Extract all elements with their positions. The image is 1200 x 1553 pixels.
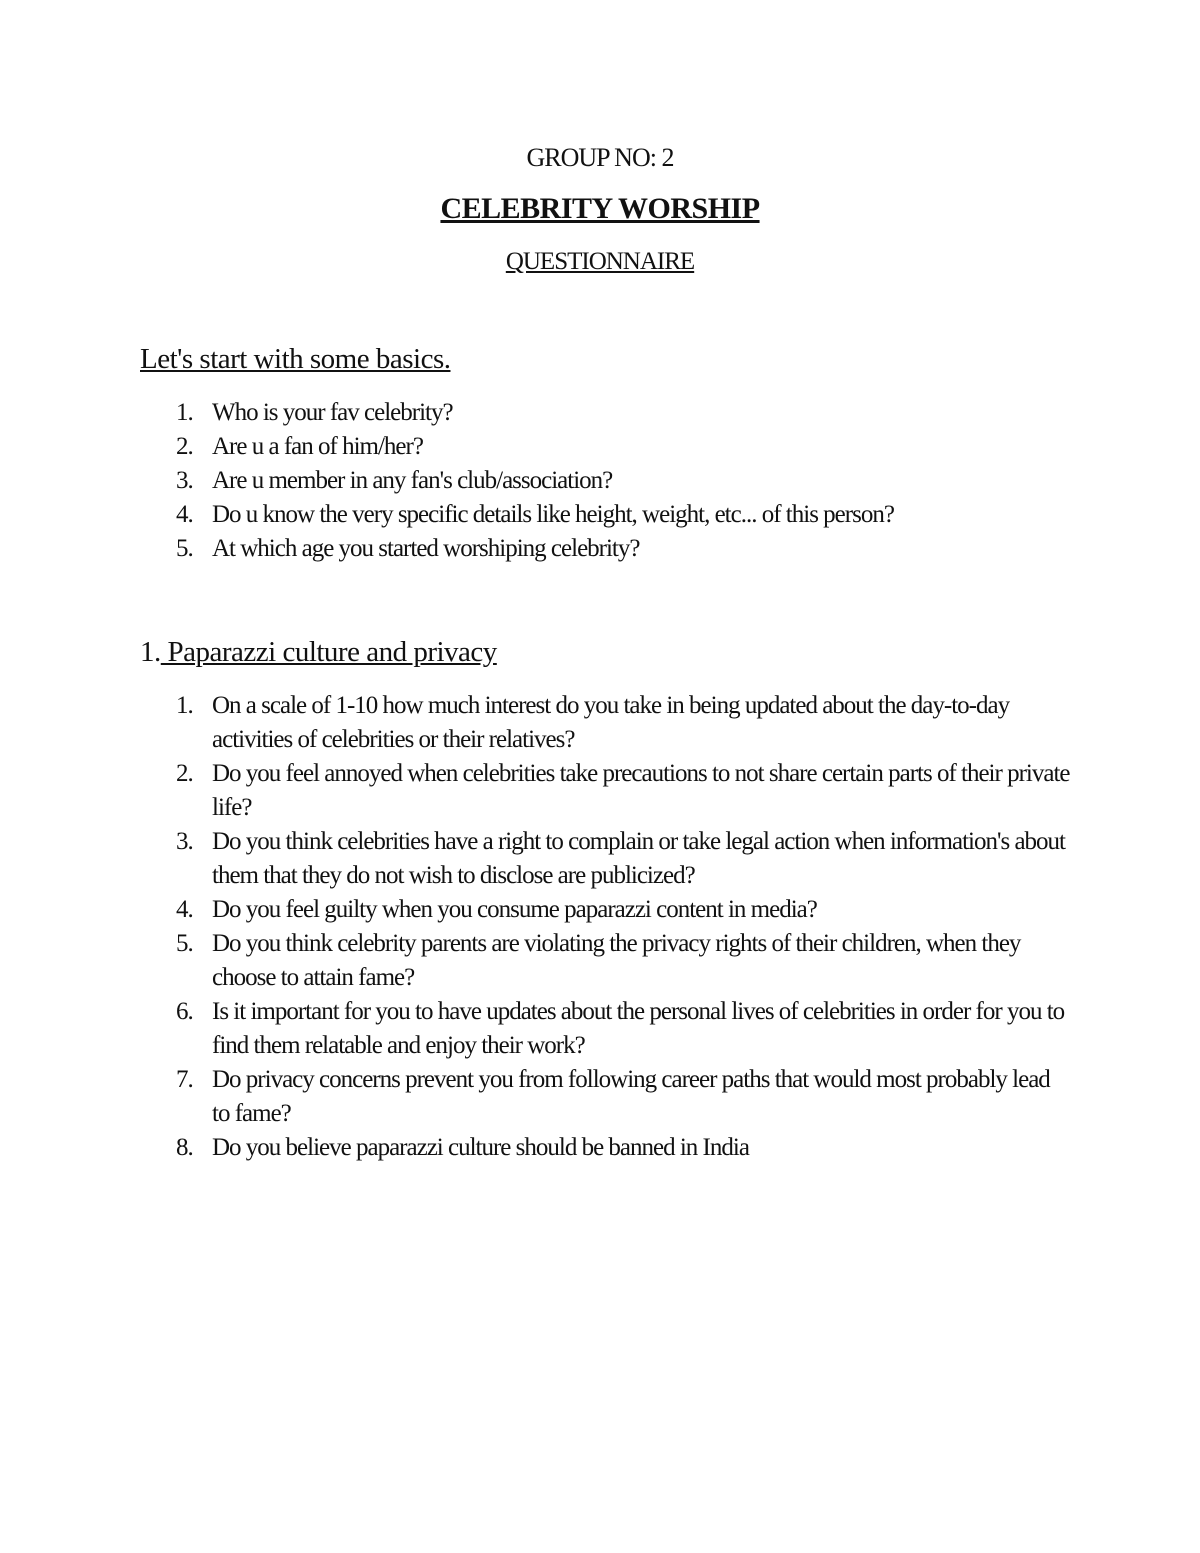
list-item	[0, 995, 1072, 1063]
question-text: At which age you started worshiping celebrity?	[212, 535, 640, 562]
question-number: 8.	[176, 1134, 193, 1161]
list-item	[0, 498, 1072, 532]
question-number: 3.	[176, 828, 193, 855]
list-item	[0, 1063, 1072, 1131]
list-item	[0, 825, 1072, 893]
question-text: Do you feel guilty when you consume paparazzi content in media?	[212, 896, 817, 923]
question-text: Do u know the very specific details like height, weight, etc... of this person?	[212, 501, 894, 528]
question-number: 4.	[176, 896, 193, 923]
question-number: 5.	[176, 930, 193, 957]
list-item	[0, 689, 1072, 757]
question-text: Do you think celebrity parents are violating the privacy rights of their children, when they choose to attain fame?	[212, 930, 1021, 991]
question-number: 7.	[176, 1066, 193, 1093]
list-item	[0, 893, 1072, 927]
privacy-section-heading	[140, 636, 497, 669]
privacy-question-list	[0, 689, 1072, 1165]
privacy-heading-text: Paparazzi culture and privacy	[160, 636, 497, 668]
basics-question-list	[0, 396, 1072, 566]
question-text: Do privacy concerns prevent you from following career paths that would most probably lead to fame?	[212, 1066, 1050, 1127]
list-item	[0, 430, 1072, 464]
question-text: Are u a fan of him/her?	[212, 433, 423, 460]
question-number: 1.	[176, 399, 193, 426]
question-number: 1.	[176, 692, 193, 719]
basics-heading-text: Let's start with some basics.	[140, 343, 451, 375]
question-text: Are u member in any fan's club/association?	[212, 467, 613, 494]
question-text: Do you believe paparazzi culture should be banned in India	[212, 1134, 749, 1161]
question-number: 4.	[176, 501, 193, 528]
question-number: 3.	[176, 467, 193, 494]
question-number: 2.	[176, 760, 193, 787]
group-number: GROUP NO: 2	[526, 143, 674, 172]
question-text: Do you feel annoyed when celebrities take precautions to not share certain parts of their private life?	[212, 760, 1070, 821]
question-text: Is it important for you to have updates about the personal lives of celebrities in order for you to find them relatable and enjoy their work?	[212, 998, 1065, 1059]
question-text: On a scale of 1-10 how much interest do you take in being updated about the day-to-day activities of celebrities or their relatives?	[212, 692, 1010, 753]
question-number: 5.	[176, 535, 193, 562]
list-item	[0, 1131, 1072, 1165]
list-item	[0, 927, 1072, 995]
list-item	[0, 532, 1072, 566]
list-item	[0, 757, 1072, 825]
question-number: 6.	[176, 998, 193, 1025]
question-text: Do you think celebrities have a right to complain or take legal action when information's about them that they do not wish to disclose are publicized?	[212, 828, 1065, 889]
question-number: 2.	[176, 433, 193, 460]
list-item	[0, 396, 1072, 430]
document-title: CELEBRITY WORSHIP	[440, 192, 760, 225]
privacy-heading-number: 1.	[140, 636, 161, 668]
question-text: Who is your fav celebrity?	[212, 399, 453, 426]
basics-section-heading	[140, 343, 450, 376]
list-item	[0, 464, 1072, 498]
document-subtitle: QUESTIONNAIRE	[505, 248, 695, 275]
